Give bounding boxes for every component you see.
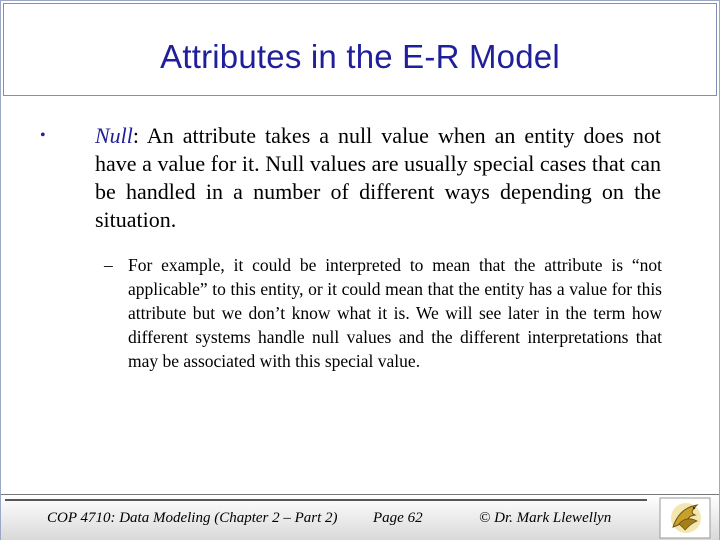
- footer-course: COP 4710: Data Modeling (Chapter 2 – Part 2): [47, 510, 338, 526]
- main-bullet-text: [95, 122, 661, 234]
- footer-rule: [5, 499, 647, 501]
- main-bullet-body: : An attribute takes a null value when an entity does not have a value for it. Null values are usually special cases that can be handled in a number of different ways depending on the situation.: [95, 123, 661, 232]
- slide-title: Attributes in the E-R Model: [160, 38, 560, 75]
- footer-page-number: Page 62: [373, 510, 423, 526]
- footer-author: © Dr. Mark Llewellyn: [479, 510, 612, 526]
- title-box: [3, 3, 717, 96]
- footer: [1, 494, 719, 540]
- sub-bullet-dash: –: [104, 255, 113, 275]
- sub-bullet-text: For example, it could be interpreted to mean that the attribute is “not applicable” to this entity, or it could mean that the entity has a value for this attribute but we don’t know what it is. We will see later in the term how different systems handle null values and the different interpretations that may be associated with this special value.: [128, 255, 662, 371]
- null-term: Null: [95, 123, 133, 148]
- ucf-pegasus-logo-icon: [659, 497, 711, 539]
- bullet-dot-icon: •: [40, 127, 46, 144]
